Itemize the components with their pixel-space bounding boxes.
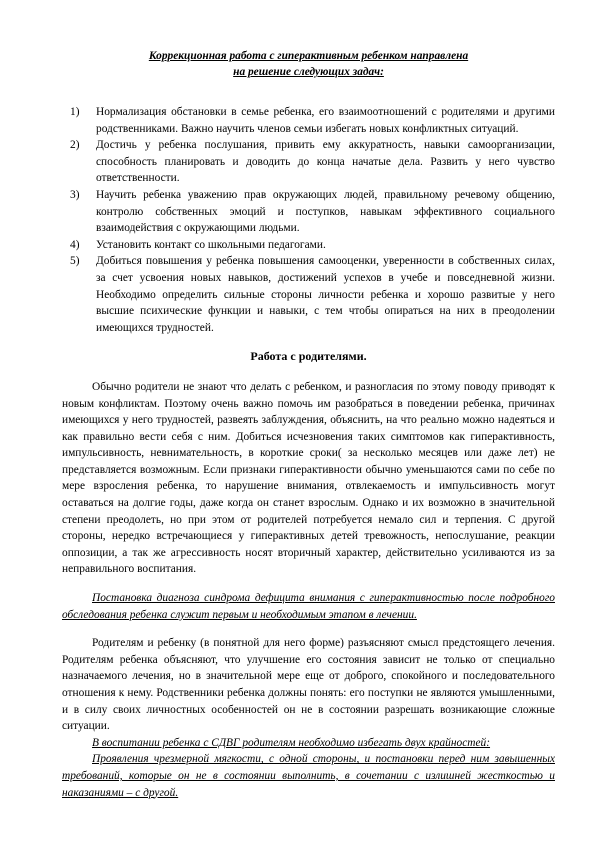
list-item bbox=[62, 187, 555, 237]
list-item-text: Установить контакт со школьными педагогами. bbox=[96, 238, 326, 251]
section-heading: Работа с родителями. bbox=[250, 349, 367, 364]
list-item-number: 4) bbox=[70, 238, 80, 251]
paragraph-parents-intro: Обычно родители не знают что делать с ребенком, и разногласия по этому поводу приводят к новым конфликтам. Поэтому очень важно помочь им разобраться в поведении ребенка, причинах имеющихся у него трудностей, развеять заблуждения, объяснить, на что реально можно надеяться и как правильно вести себя с ним. Добиться исчезновения таких симптомов как гиперактивность, импульсивность, невнимательность, в короткие сроки( за несколько месяцев или даже лет) не представляется возможным. Если признаки гиперактивности обычно уменьшаются сами по себе по мере взросления ребенка, то нарушение внимания, отвлекаемость и импульсивность могут оставаться на долгие годы, даже когда он станет взрослым. Однако и их возможно в значительной степени преодолеть, но при этом от родителей потребуется немало сил и терпения. С другой стороны, нередко встречающиеся у гиперактивных детей тревожность, непослушание, реакции оппозиции, а так же агрессивность носят вторичный характер, действительно усиливаются из за неправильного воспитания. bbox=[62, 380, 555, 576]
list-item-text: Научить ребенка уважению прав окружающих людей, правильному речевому общению, контролю собственных эмоций и поступков, навыкам эффективного социального взаимодействия с окружающими людьми. bbox=[96, 188, 555, 235]
paragraph-extremes-heading: В воспитании ребенка с СДВГ родителям необходимо избегать двух крайностей: bbox=[92, 736, 491, 749]
list-item-text: Добиться повышения у ребенка повышения самооценки, уверенности в собственных силах, за счет усвоения новых навыков, достижений успехов в учебе и повседневной жизни. Необходимо определить сильные стороны личности ребенка и хорошо развитые у него высшие психические функции и навыки, с тем чтобы опираться на них в преодолении имеющихся трудностей. bbox=[96, 255, 555, 334]
paragraph-extremes: Проявления чрезмерной мягкости, с одной стороны, и постановки перед ним завышенных требований, которые он не в состоянии выполнить, в сочетании с излишней жесткостью и наказаниями – с другой. bbox=[62, 753, 555, 799]
title-line-2: на решение следующих задач: bbox=[233, 66, 384, 78]
paragraph-explanation: Родителям и ребенку (в понятной для него форме) разъясняют смысл предстоящего лечения. Родителям ребенка объясняют, что улучшение его состояния зависит не только от специально назначаемого лечения, но в значительной мере еще от доброго, спокойного и последовательного отношения к нему. Родственники ребенка должны понять: его поступки не являются умышленными, и в силу своих личностных особенностей он не в состоянии разрешать возникающие сложные ситуации. bbox=[62, 637, 555, 733]
list-item bbox=[62, 104, 555, 137]
goals-list bbox=[62, 104, 555, 336]
document-title bbox=[62, 48, 555, 80]
list-item-number: 3) bbox=[70, 188, 80, 201]
list-item-number: 2) bbox=[70, 139, 80, 152]
title-line-1: Коррекционная работа с гиперактивным ребенком направлена bbox=[148, 50, 469, 62]
list-item bbox=[62, 253, 555, 336]
list-item-number: 5) bbox=[70, 255, 80, 268]
list-item bbox=[62, 137, 555, 187]
list-item-text: Нормализация обстановки в семье ребенка, его взаимоотношений с родителями и другими родственниками. Важно научить членов семьи избегать новых конфликтных ситуаций. bbox=[96, 106, 555, 135]
paragraph-diagnosis: Постановка диагноза синдрома дефицита внимания с гиперактивностью после подробного обследования ребенка служит первым и необходимым этапом в лечении. bbox=[62, 592, 555, 621]
list-item bbox=[62, 237, 555, 254]
list-item-number: 1) bbox=[70, 106, 80, 118]
list-item-text: Достичь у ребенка послушания, привить ему аккуратность, навыки самоорганизации, способность планировать и доводить до конца начатые дела. Развить у него чувство ответственности. bbox=[96, 139, 555, 185]
